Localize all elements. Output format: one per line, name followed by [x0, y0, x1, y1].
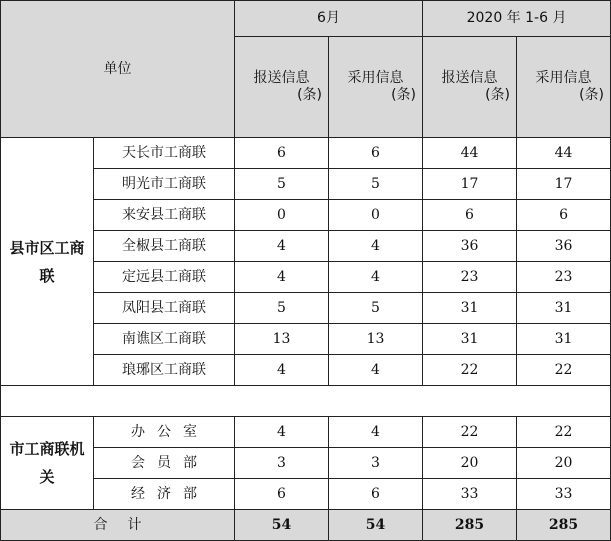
header-report-total: 报送信息 (条) [423, 37, 517, 138]
header-adopt-june: 采用信息 (条) [329, 37, 423, 138]
value-cell: 0 [235, 200, 329, 231]
value-cell: 4 [329, 355, 423, 386]
value-cell: 5 [329, 293, 423, 324]
separator-row [1, 386, 611, 417]
header-period-june: 6月 [235, 1, 423, 37]
header-unit: 单位 [1, 1, 235, 138]
value-cell: 22 [517, 355, 611, 386]
value-cell: 5 [235, 169, 329, 200]
unit-name: 明光市工商联 [94, 169, 235, 200]
value-cell: 4 [329, 231, 423, 262]
separator-cell [1, 386, 611, 417]
header-period-jan-jun: 2020 年 1-6 月 [423, 1, 611, 37]
unit-name: 定远县工商联 [94, 262, 235, 293]
table-row [1, 417, 611, 448]
value-cell: 6 [235, 479, 329, 510]
value-cell: 31 [423, 293, 517, 324]
value-cell: 4 [329, 417, 423, 448]
unit-name: 琅琊区工商联 [94, 355, 235, 386]
total-value-cell: 285 [423, 510, 517, 541]
unit-name: 凤阳县工商联 [94, 293, 235, 324]
value-cell: 4 [235, 262, 329, 293]
value-cell: 31 [517, 293, 611, 324]
unit-name: 来安县工商联 [94, 200, 235, 231]
value-cell: 22 [517, 417, 611, 448]
header-report-june: 报送信息 (条) [235, 37, 329, 138]
value-cell: 6 [329, 138, 423, 169]
group-label: 市工商联机关 [1, 417, 94, 510]
unit-name: 会员部 [94, 448, 235, 479]
total-value-cell: 54 [235, 510, 329, 541]
value-cell: 23 [517, 262, 611, 293]
value-cell: 36 [517, 231, 611, 262]
value-cell: 6 [423, 200, 517, 231]
unit-name: 办公室 [94, 417, 235, 448]
value-cell: 13 [329, 324, 423, 355]
value-cell: 3 [329, 448, 423, 479]
value-cell: 20 [423, 448, 517, 479]
value-cell: 13 [235, 324, 329, 355]
value-cell: 3 [235, 448, 329, 479]
total-label: 合计 [1, 510, 235, 541]
value-cell: 4 [235, 417, 329, 448]
value-cell: 6 [329, 479, 423, 510]
value-cell: 4 [329, 262, 423, 293]
value-cell: 31 [423, 324, 517, 355]
table-row [1, 138, 611, 169]
value-cell: 0 [329, 200, 423, 231]
value-cell: 33 [517, 479, 611, 510]
value-cell: 4 [235, 355, 329, 386]
total-row [1, 510, 611, 541]
value-cell: 36 [423, 231, 517, 262]
value-cell: 44 [423, 138, 517, 169]
header-adopt-total: 采用信息 (条) [517, 37, 611, 138]
total-value-cell: 54 [329, 510, 423, 541]
group-label: 县市区工商联 [1, 138, 94, 386]
value-cell: 17 [517, 169, 611, 200]
value-cell: 20 [517, 448, 611, 479]
unit-name: 南谯区工商联 [94, 324, 235, 355]
value-cell: 4 [235, 231, 329, 262]
value-cell: 33 [423, 479, 517, 510]
value-cell: 17 [423, 169, 517, 200]
value-cell: 31 [517, 324, 611, 355]
total-value-cell: 285 [517, 510, 611, 541]
value-cell: 22 [423, 417, 517, 448]
value-cell: 44 [517, 138, 611, 169]
value-cell: 6 [517, 200, 611, 231]
value-cell: 5 [235, 293, 329, 324]
unit-name: 经济部 [94, 479, 235, 510]
unit-name: 全椒县工商联 [94, 231, 235, 262]
value-cell: 22 [423, 355, 517, 386]
value-cell: 23 [423, 262, 517, 293]
value-cell: 6 [235, 138, 329, 169]
unit-name: 天长市工商联 [94, 138, 235, 169]
value-cell: 5 [329, 169, 423, 200]
